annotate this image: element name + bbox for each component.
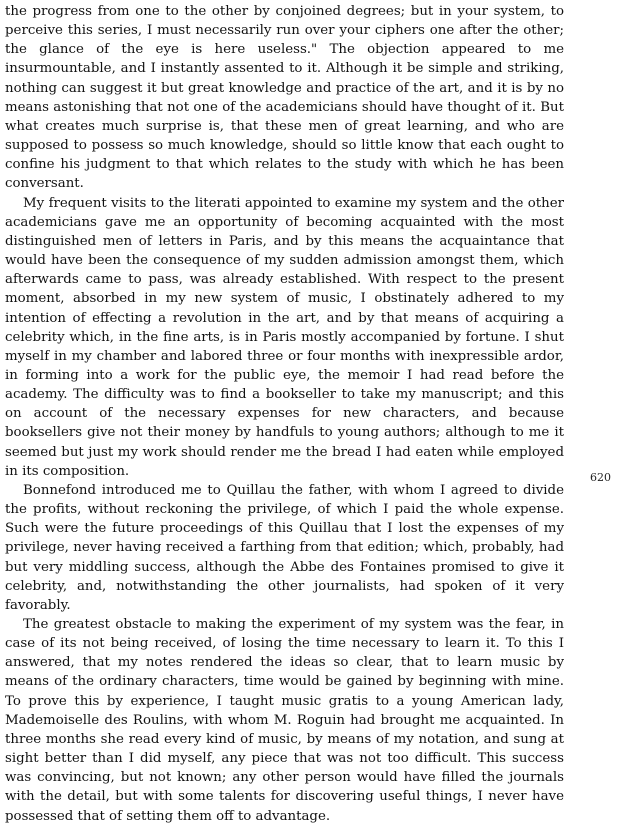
paragraph-literati-visits: My frequent visits to the literati appointed to examine my system and the other academicians gave me an opportunity of becoming acquainted with the most distinguished men of letters in Paris, and by this means the acquaintance that would have been the consequence of my sudden admission amongst them, which afterwards came to pass, was already established. With respect to the present moment, absorbed in my new system of music, I obstinately adhered to my intention of effecting a revolution in the art, and by that means of acquiring a celebrity which, in the fine arts, is in Paris mostly accompanied by fortune. I shut myself in my chamber and labored three or four months with inexpressible ardor, in forming into a work for the public eye, the memoir I had read before the academy. The difficulty was to find a bookseller to take my manuscript; and this on account of the necessary expenses for new characters, and because booksellers give not their money by handfuls to young authors; although to me it seemed but just my work should render me the bread I had eaten while employed in its composition.	[5, 195, 564, 479]
paragraph-greatest-obstacle: The greatest obstacle to making the experiment of my system was the fear, in case of its not being received, of losing the time necessary to learn it. To this I answered, that my notes rendered the ideas so clear, that to learn music by means of the ordinary characters, time would be gained by beginning with mine. To prove this by experience, I taught music gratis to a young American lady, Mademoiselle des Roulins, with whom M. Roguin had brought me acquainted. In three months she read every kind of music, by means of my notation, and sung at sight better than I did myself, any piece that was not too difficult. This success was convincing, but not known; any other person would have filled the journals with the detail, but with some talents for discovering useful things, I never have possessed that of setting them off to advantage.	[5, 617, 564, 824]
paragraph-bonnefond: Bonnefond introduced me to Quillau the father, with whom I agreed to divide the profits, without reckoning the privilege, of which I paid the whole expense. Such were the future proceedings of this Quillau that I lost the expenses of my privilege, never having received a farthing from that edition; which, probably, had but very middling success, although the Abbe des Fontaines promised to give it celebrity, and, notwithstanding the other journalists, had spoken of it very favorably.	[5, 482, 564, 613]
paragraph-continuation: the progress from one to the other by conjoined degrees; but in your system, to perceive this series, I must necessarily run over your ciphers one after the other; the glance of the eye is here useless." The objection appeared to me insurmountable, and I instantly assented to it. Although it be simple and striking, nothing can suggest it but great knowledge and practice of the art, and it is by no means astonishing that not one of the academicians should have thought of it. But what creates much surprise is, that these men of great learning, and who are supposed to possess so much knowledge, should so little know that each ought to confine his judgment to that which relates to the study with which he has been conversant.	[5, 4, 564, 192]
page-number: 620	[590, 471, 611, 484]
body-text	[5, 2, 564, 826]
